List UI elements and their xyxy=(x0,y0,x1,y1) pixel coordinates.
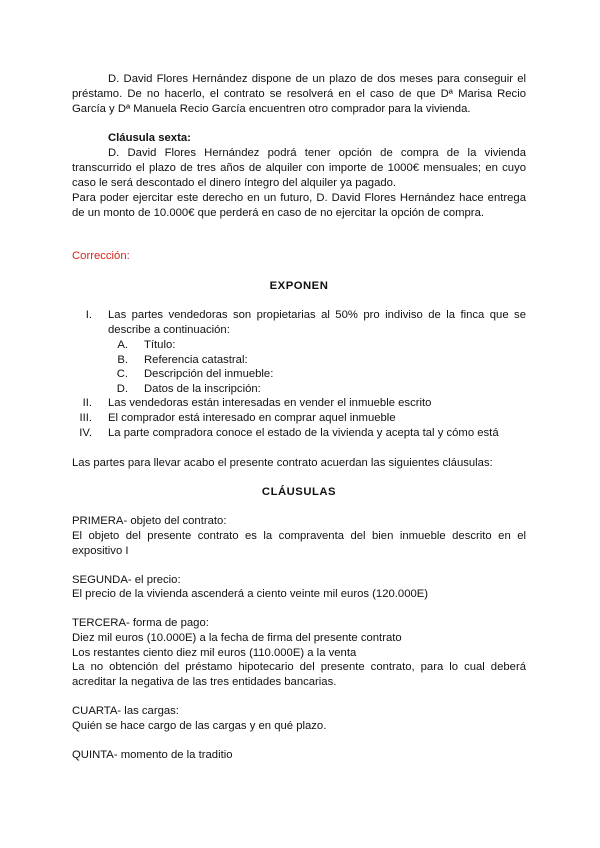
clausulas-title: CLÁUSULAS xyxy=(261,486,337,498)
tercera-line-3: La no obtención del préstamo hipotecario del presente contrato, para lo cual deberá acreditar la negativa de las tres entidades bancarias. xyxy=(72,661,526,688)
item-text: Las vendedoras están interesadas en vender el inmueble escrito xyxy=(108,397,432,409)
clausula-sexta-paragraph-1: D. David Flores Hernández podrá tener opción de compra de la vivienda transcurrido el plazo de tres años de alquiler con importe de 1000€ mensuales; en cuyo caso le será descontado el dinero íntegro del alquiler ya pagado. xyxy=(72,147,526,189)
quinta-heading: QUINTA- momento de la traditio xyxy=(72,749,233,761)
correccion-label: Corrección: xyxy=(72,250,130,262)
subitem-text: Referencia catastral: xyxy=(144,354,248,366)
exponen-item-i xyxy=(72,308,526,338)
subitem-number: C. xyxy=(116,368,128,380)
clausula-sexta-paragraph-2: Para poder ejercitar este derecho en un futuro, D. David Flores Hernández hace entrega de un monto de 10.000€ que perderá en caso de no ejercitar la opción de compra. xyxy=(72,192,526,219)
tercera-line-1: Diez mil euros (10.000E) a la fecha de firma del presente contrato xyxy=(72,632,402,644)
item-text: El comprador está interesado en comprar aquel inmueble xyxy=(108,412,396,424)
primera-heading: PRIMERA- objeto del contrato: xyxy=(72,515,227,527)
subitem-text: Descripción del inmueble: xyxy=(144,368,274,380)
segunda-heading: SEGUNDA- el precio: xyxy=(72,574,181,586)
intro-paragraph: D. David Flores Hernández dispone de un plazo de dos meses para conseguir el préstamo. De no hacerlo, el contrato se resolverá en el caso de que Dª Marisa Recio García y Dª Manuela Recio García encuentren otro comprador para la vivienda. xyxy=(72,73,526,115)
clausula-sexta-title: Cláusula sexta: xyxy=(108,132,191,144)
subitem-text: Datos de la inscripción: xyxy=(144,383,261,395)
exponen-title: EXPONEN xyxy=(269,280,329,292)
cuarta-body: Quién se hace cargo de las cargas y en qué plazo. xyxy=(72,720,327,732)
primera-body: El objeto del presente contrato es la compraventa del bien inmueble descrito en el expositivo I xyxy=(72,530,526,557)
segunda-body: El precio de la vivienda ascenderá a ciento veinte mil euros (120.000E) xyxy=(72,588,429,600)
subitem-text: Título: xyxy=(144,339,176,351)
tercera-line-2: Los restantes ciento diez mil euros (110.000E) a la venta xyxy=(72,647,357,659)
subitem-number: D. xyxy=(116,383,128,395)
subitem-number: A. xyxy=(117,339,128,351)
tercera-heading: TERCERA- forma de pago: xyxy=(72,617,209,629)
item-number: I. xyxy=(85,309,92,321)
item-number: III. xyxy=(79,412,92,424)
acuerdan-paragraph: Las partes para llevar acabo el presente contrato acuerdan las siguientes cláusulas: xyxy=(72,457,493,469)
item-number: II. xyxy=(82,397,92,409)
item-number: IV. xyxy=(79,427,92,439)
subitem-number: B. xyxy=(117,354,128,366)
item-text: La parte compradora conoce el estado de la vivienda y acepta tal y cómo está xyxy=(108,427,499,439)
item-text: Las partes vendedoras son propietarias al 50% pro indiviso de la finca que se describe a continuación: xyxy=(108,309,526,336)
cuarta-heading: CUARTA- las cargas: xyxy=(72,705,179,717)
